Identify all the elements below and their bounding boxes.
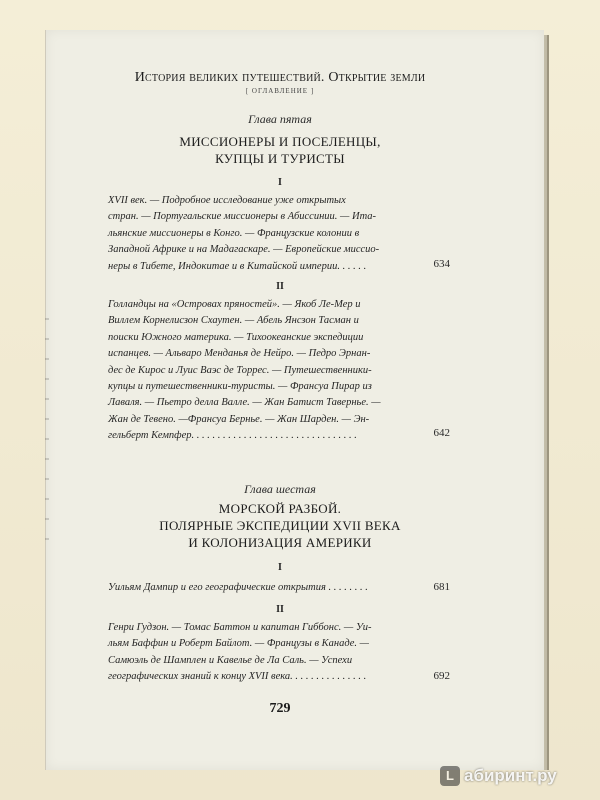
running-header-subtitle: [ ОГЛАВЛЕНИЕ ] xyxy=(245,87,315,95)
entry-line: купцы и путешественники-туристы. — Франсуа Пирар из xyxy=(108,381,372,393)
entry-line: гельберт Кемпфер. . . . . . . . . . . . . . . . . . . . . . . . . . . . . . . . xyxy=(108,430,357,442)
watermark-text: абиринт.ру xyxy=(464,766,557,785)
chapter6-section2-entry xyxy=(108,620,452,686)
entry-line: Виллем Корнелисзон Схаутен. — Абель Янсзон Тасман и xyxy=(108,315,359,327)
chapter6-title-line2: ПОЛЯРНЫЕ ЭКСПЕДИЦИИ XVII ВЕКА xyxy=(159,518,401,533)
chapter5-title-line1: МИССИОНЕРЫ И ПОСЕЛЕНЦЫ, xyxy=(179,134,381,149)
entry-line: Самюэль де Шамплен и Кавелье де Ла Саль. — Успехи xyxy=(108,654,353,666)
chapter6-section2-page-number: 692 xyxy=(433,670,450,682)
entry-line: Уильям Дампир и его географические открытия . . . . . . . . xyxy=(108,582,368,593)
entry-line: льянские миссионеры в Конго. — Французские колонии в xyxy=(108,227,360,239)
binding-stitching xyxy=(45,300,49,550)
chapter5-section2-numeral: II xyxy=(276,281,284,292)
entry-line: дес де Кирос и Луис Ваэс де Торрес. — Путешественники- xyxy=(108,364,372,376)
chapter6-label: Глава шестая xyxy=(244,482,316,496)
entry-line: испанцев. — Альваро Менданья де Нейро. — Педро Эрнан- xyxy=(108,348,371,360)
chapter6-title xyxy=(110,500,450,551)
labirint-logo-icon: L xyxy=(440,766,460,786)
entry-line: Голландцы на «Островах пряностей». — Якоб Ле-Мер и xyxy=(108,299,361,310)
entry-line: географических знаний к концу XVII века. . . . . . . . . . . . . . . xyxy=(108,671,367,683)
entry-line: Генри Гудзон. — Томас Баттон и капитан Гиббонс. — Уи- xyxy=(108,622,372,633)
chapter6-section1-numeral: I xyxy=(278,562,282,573)
chapter6-section1-page-number: 681 xyxy=(433,581,450,593)
chapter6-section2-numeral: II xyxy=(276,604,284,615)
chapter6-section1-entry xyxy=(108,580,452,596)
watermark xyxy=(440,764,557,788)
running-header-title: История великих путешествий. Открытие земли xyxy=(134,70,426,85)
chapter5-section2-page-number: 642 xyxy=(433,427,450,439)
chapter5-section1-numeral: I xyxy=(278,177,282,188)
entry-line: XVII век. — Подробное исследование уже открытых xyxy=(108,195,346,206)
entry-line: неры в Тибете, Индокитае и в Китайской империи. . . . . . xyxy=(108,260,367,272)
entry-line: поиски Южного материка. — Тихоокеанские экспедиции xyxy=(108,331,364,343)
entry-line: стран. — Португальские миссионеры в Абиссинии. — Ита- xyxy=(108,211,377,223)
chapter5-section1-page-number: 634 xyxy=(433,258,450,270)
chapter5-section2-entry xyxy=(108,297,452,445)
entry-line: Западной Африке и на Мадагаскаре. — Европейские миссио- xyxy=(108,244,380,256)
chapter5-section1-entry xyxy=(108,193,452,275)
entry-line: льям Баффин и Роберт Байлот. — Французы в Канаде. — xyxy=(108,638,370,650)
folio-page-number: 729 xyxy=(269,701,291,716)
entry-line: Лаваля. — Пьетро делла Валле. — Жан Батист Тавернье. — xyxy=(108,397,381,409)
chapter5-title xyxy=(130,133,430,167)
chapter5-label: Глава пятая xyxy=(248,112,312,126)
chapter6-title-line1: МОРСКОЙ РАЗБОЙ. xyxy=(218,501,342,516)
chapter6-title-line3: И КОЛОНИЗАЦИЯ АМЕРИКИ xyxy=(188,535,372,550)
chapter5-title-line2: КУПЦЫ И ТУРИСТЫ xyxy=(215,151,345,166)
entry-line: Жан де Тевено. —Франсуа Бернье. — Жан Шарден. — Эн- xyxy=(108,413,370,425)
